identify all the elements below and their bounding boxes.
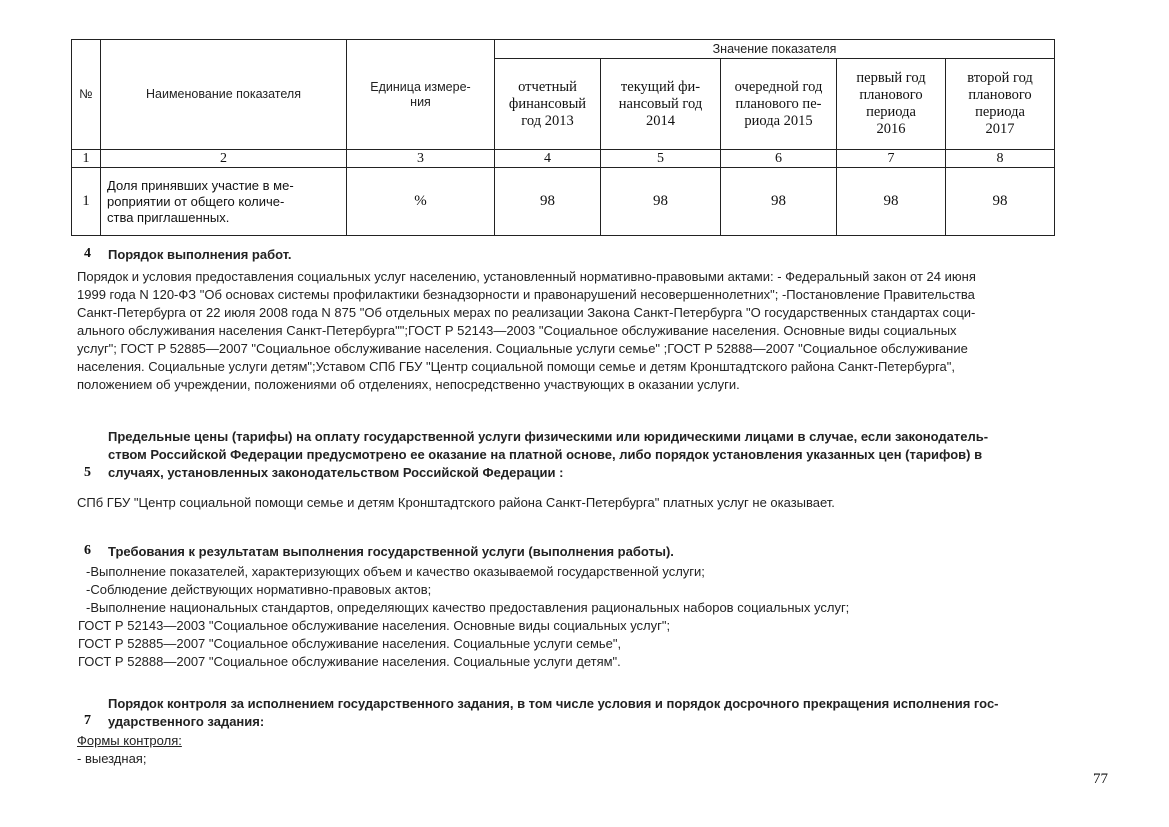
header-number: № — [72, 40, 101, 150]
row-name-line: Доля принявших участие в ме- — [107, 177, 294, 193]
column-number: 7 — [837, 150, 946, 168]
header-period-line: планового — [859, 87, 923, 103]
section-5-number: 5 — [84, 465, 91, 480]
header-period-2013 — [495, 59, 601, 150]
column-number: 4 — [495, 150, 601, 168]
header-period-line: 2017 — [985, 121, 1015, 137]
header-indicator-name: Наименование показателя — [101, 40, 347, 150]
section-6-number: 6 — [84, 543, 91, 558]
column-number: 5 — [601, 150, 721, 168]
header-period-line: 2014 — [646, 112, 675, 129]
section-6-line: ГОСТ Р 52888—2007 "Социальное обслуживание населения. Социальные услуги детям". — [78, 654, 621, 669]
row-value-2016: 98 — [837, 168, 946, 236]
row-name-line: роприятии от общего количе- — [107, 193, 285, 209]
section-6-line: -Соблюдение действующих нормативно-правовых актов; — [86, 582, 432, 597]
section-4-line: населения. Социальные услуги детям";Уставом СПб ГБУ "Центр социальной помощи семье и детям Кронштадтского района Санкт-Петербурга", — [77, 359, 956, 374]
section-6-list — [86, 563, 1146, 617]
section-5-title-line: Предельные цены (тарифы) на оплату государственной услуги физическими или юридическими лицами в случае, если законодатель- — [108, 429, 989, 444]
section-7-title-line: Порядок контроля за исполнением государственного задания, в том числе условия и порядок досрочного прекращения исполнения гос- — [108, 696, 999, 711]
header-period-2014 — [601, 59, 721, 150]
row-unit: % — [347, 168, 495, 236]
section-4-line: услуг"; ГОСТ Р 52885—2007 "Социальное обслуживание населения. Социальные услуги семье" ;ГОСТ Р 52888—2007 "Социальное обслуживание — [77, 341, 968, 356]
row-value-2015: 98 — [721, 168, 837, 236]
header-period-2017 — [946, 59, 1055, 150]
section-5-title-line: случаях, установленных законодательством Российской Федерации : — [108, 465, 564, 480]
header-period-line: первый год — [856, 70, 926, 86]
header-period-line: периода — [866, 104, 916, 120]
row-value-2013: 98 — [495, 168, 601, 236]
row-number: 1 — [72, 168, 101, 236]
header-period-line: второй год — [967, 70, 1033, 86]
header-period-line: отчетный — [518, 78, 577, 95]
section-6-line: ГОСТ Р 52885—2007 "Социальное обслуживание населения. Социальные услуги семье", — [78, 636, 622, 651]
column-number: 3 — [347, 150, 495, 168]
column-number: 8 — [946, 150, 1055, 168]
header-unit — [347, 40, 495, 150]
control-forms-label: Формы контроля: — [77, 733, 182, 748]
section-7-title — [108, 695, 1158, 731]
section-6-standards — [78, 617, 1138, 671]
indicators-table — [71, 39, 1055, 236]
table-row — [72, 168, 1055, 236]
header-value-group: Значение показателя — [495, 40, 1055, 59]
section-6-line: ГОСТ Р 52143—2003 "Социальное обслуживание населения. Основные виды социальных услуг"; — [78, 618, 671, 633]
row-name-line: ства приглашенных. — [107, 209, 230, 225]
section-7-number: 7 — [84, 713, 91, 728]
header-period-line: финансовый — [508, 95, 587, 112]
section-5-body: СПб ГБУ "Центр социальной помощи семье и детям Кронштадтского района Санкт-Петербурга" платных услуг не оказывает. — [77, 495, 835, 510]
section-4-line: ального обслуживания населения Санкт-Петербурга"";ГОСТ Р 52143—2003 "Социальное обслуживание населения. Основные виды социальных — [77, 323, 957, 338]
row-value-2017: 98 — [946, 168, 1055, 236]
page-number: 77 — [1093, 771, 1108, 787]
section-4-line: Порядок и условия предоставления социальных услуг населению, установленный нормативно-правовыми актами: - Федеральный закон от 24 июня — [77, 269, 976, 284]
header-period-line: год 2013 — [521, 112, 574, 129]
header-period-line: 2016 — [876, 121, 906, 137]
column-number: 1 — [72, 150, 101, 168]
section-5-title — [108, 428, 1158, 482]
header-unit-line: ния — [410, 94, 431, 109]
section-4-line: 1999 года N 120-ФЗ "Об основах системы профилактики безнадзорности и правонарушений несовершеннолетних"; -Постановление Правительства — [77, 287, 975, 302]
section-4-number: 4 — [84, 246, 91, 261]
row-value-2014: 98 — [601, 168, 721, 236]
header-period-line: очередной год — [734, 78, 823, 95]
header-period-line: текущий фи- — [620, 78, 701, 95]
section-4-body — [77, 268, 1147, 394]
column-number: 2 — [101, 150, 347, 168]
section-6-line: -Выполнение национальных стандартов, определяющих качество предоставления рациональных наборов социальных услуг; — [86, 600, 850, 615]
header-period-2015 — [721, 59, 837, 150]
control-form-item: - выездная; — [77, 751, 147, 766]
column-number: 6 — [721, 150, 837, 168]
column-number-row — [72, 150, 1055, 168]
section-4-line: положением об учреждении, положениями об отделениях, непосредственно участвующих в оказании услуги. — [77, 377, 740, 392]
section-7-title-line: ударственного задания: — [108, 714, 265, 729]
header-period-line: риода 2015 — [744, 112, 813, 129]
header-unit-line: Единица измере- — [370, 79, 471, 94]
header-period-line: периода — [975, 104, 1025, 120]
header-period-2016 — [837, 59, 946, 150]
section-4-title: Порядок выполнения работ. — [108, 247, 292, 262]
header-period-line: планового — [968, 87, 1032, 103]
header-period-line: нансовый год — [618, 95, 703, 112]
section-6-title: Требования к результатам выполнения государственной услуги (выполнения работы). — [108, 544, 674, 559]
section-5-title-line: ством Российской Федерации предусмотрено ее оказание на платной основе, либо порядок установления указанных цен (тарифов) в — [108, 447, 983, 462]
section-4-line: Санкт-Петербурга от 22 июля 2008 года N 875 "Об отдельных мерах по реализации Закона Санкт-Петербурга "О государственных стандартах соци- — [77, 305, 976, 320]
section-6-line: -Выполнение показателей, характеризующих объем и качество оказываемой государственной услуги; — [86, 564, 705, 579]
header-period-line: планового пе- — [735, 95, 822, 112]
row-indicator-name — [101, 168, 347, 236]
